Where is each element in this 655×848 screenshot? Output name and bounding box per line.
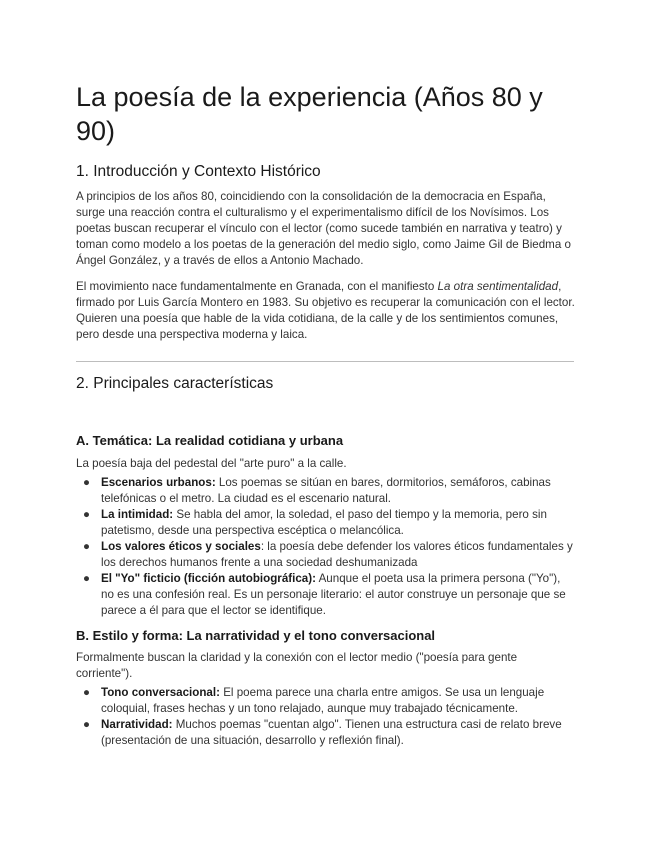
list-item-label: El "Yo" ficticio (ficción autobiográfica): — [101, 572, 316, 585]
section-1-paragraph-1: A principios de los años 80, coincidiendo con la consolidación de la democracia en España, surge una reacción contra el culturalismo y el experimentalismo difícil de los Novísimos. Los poetas buscan recuperar el vínculo con el lector (como sucede también en narrativa y teatro) y toman como modelo a los poetas de la generación del medio siglo, como Jaime Gil de Biedma o Ángel González, y a través de ellos a Antonio Machado. — [76, 190, 571, 267]
list-item-text: Los poemas se sitúan en bares, dormitorios, semáforos, cabinas telefónicas o el metro. La ciudad es el escenario natural. — [101, 476, 551, 505]
list-item-label: Escenarios urbanos: — [101, 476, 216, 489]
horizontal-divider — [76, 361, 574, 362]
list-item — [76, 539, 576, 571]
subsection-a-heading: A. Temática: La realidad cotidiana y urbana — [76, 433, 344, 448]
section-1-paragraph-2 — [76, 279, 576, 343]
subsection-b-list — [76, 685, 576, 749]
bullet-icon: ● — [83, 686, 91, 699]
manifesto-title: La otra sentimentalidad — [437, 280, 559, 293]
list-item — [76, 475, 576, 507]
subsection-b-intro: Formalmente buscan la claridad y la conexión con el lector medio ("poesía para gente corriente"). — [76, 651, 518, 680]
list-item-text: Muchos poemas "cuentan algo". Tienen una estructura casi de relato breve (presentación de una situación, desarrollo y reflexión final). — [101, 718, 562, 747]
section-1-heading: 1. Introducción y Contexto Histórico — [76, 163, 321, 180]
subsection-a-intro: La poesía baja del pedestal del "arte puro" a la calle. — [76, 457, 347, 470]
section-2-heading: 2. Principales características — [76, 375, 274, 392]
paragraph-text: , firmado por Luis García Montero en 1983. Su objetivo es recuperar la comunicación con el lector. Quieren una poesía que hable de la vida cotidiana, de la calle y de los sentimientos comunes, pero desde una perspectiva moderna y laica. — [76, 280, 575, 341]
subsection-a-list — [76, 475, 576, 619]
bullet-icon: ● — [83, 718, 91, 731]
list-item — [76, 571, 576, 619]
bullet-icon: ● — [83, 476, 91, 489]
list-item — [76, 685, 576, 717]
bullet-icon: ● — [83, 572, 91, 585]
list-item-label: Tono conversacional: — [101, 686, 220, 699]
bullet-icon: ● — [83, 508, 91, 521]
list-item-label: Los valores éticos y sociales — [101, 540, 261, 553]
list-item — [76, 507, 576, 539]
bullet-icon: ● — [83, 540, 91, 553]
subsection-b-heading: B. Estilo y forma: La narratividad y el tono conversacional — [76, 628, 436, 643]
paragraph-text: El movimiento nace fundamentalmente en Granada, con el manifiesto — [76, 280, 438, 293]
document-page — [76, 80, 576, 749]
list-item-text: : la poesía debe defender los valores éticos fundamentales y los derechos humanos frente a una sociedad deshumanizada — [101, 540, 573, 569]
list-item-text: El poema parece una charla entre amigos. Se usa un lenguaje coloquial, frases hechas y un tono relajado, aunque muy trabajado técnicamente. — [101, 686, 545, 715]
list-item-text: Aunque el poeta usa la primera persona ("Yo"), no es una confesión real. Es un personaje literario: el autor construye un personaje que se parece a él para que el lector se identifique. — [101, 572, 566, 617]
list-item — [76, 717, 576, 749]
list-item-text: Se habla del amor, la soledad, el paso del tiempo y la memoria, pero sin patetismo, desde una perspectiva escéptica o melancólica. — [101, 508, 547, 537]
list-item-label: Narratividad: — [101, 718, 173, 731]
document-title: La poesía de la experiencia (Años 80 y 90) — [76, 82, 543, 146]
list-item-label: La intimidad: — [101, 508, 174, 521]
